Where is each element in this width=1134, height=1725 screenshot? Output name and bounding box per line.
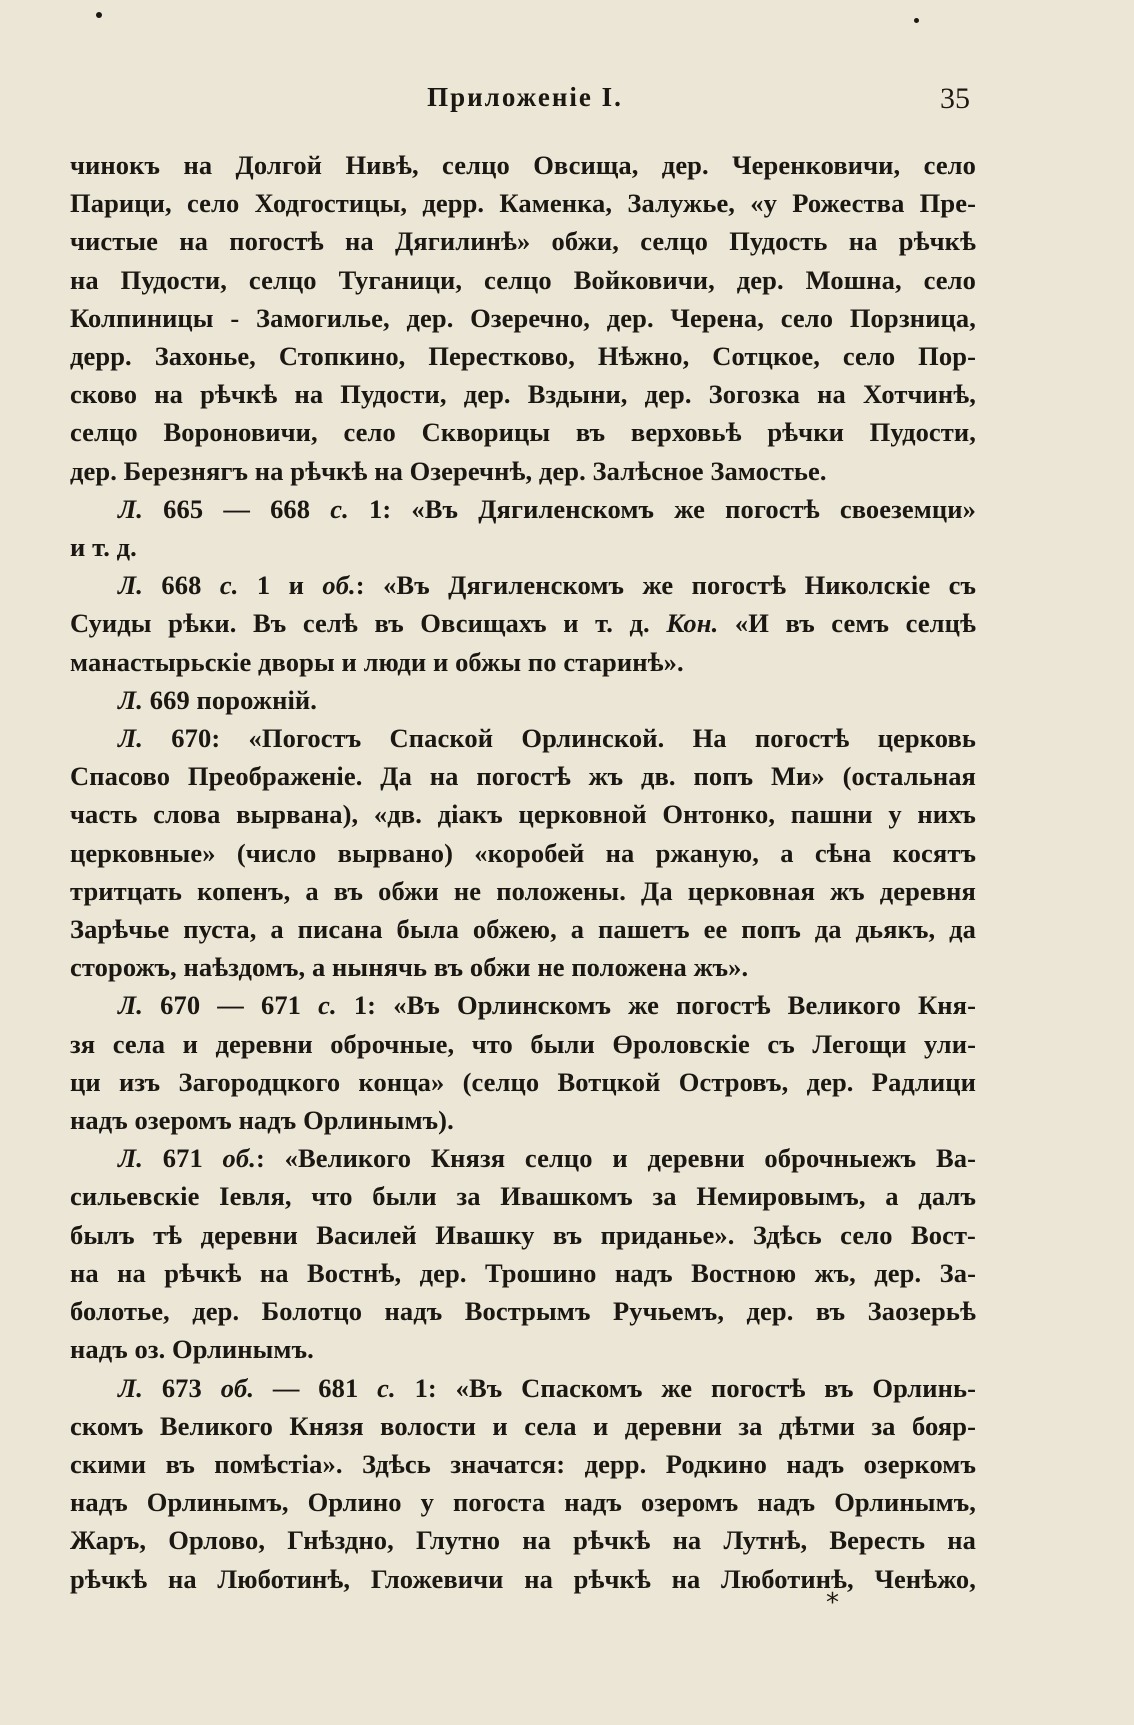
text-line: скомъ Великого Князя волости и села и деревни за дѣтми за бояр- (70, 1410, 976, 1441)
paragraph (70, 681, 976, 719)
text-line: Зарѣчье пуста, а писана была обжею, а пашетъ ее попъ да дьякъ, да (70, 914, 976, 945)
signature-mark: * (826, 1588, 839, 1618)
text-line: дер. Березнягъ на рѣчкѣ на Озеречнѣ, дер. Залѣсное Замостье. (70, 455, 827, 486)
text-line: былъ тѣ деревни Василей Ивашку въ приданье». Здѣсь село Вост- (70, 1219, 976, 1250)
text-line: ци изъ Загородцкого конца» (селцо Вотцкой Островъ, дер. Радлици (70, 1066, 976, 1097)
paragraph (70, 1139, 976, 1368)
ink-speck (914, 18, 919, 23)
text-line: зя села и деревни оброчные, что были Өроловскіе съ Легощи ули- (70, 1028, 976, 1059)
paragraph (70, 1369, 976, 1598)
text-line: дерр. Захонье, Стопкино, Перестково, Нѣжно, Сотцкое, село Пор- (70, 341, 976, 372)
verso-ref: об. (322, 570, 356, 601)
text-line: рѣчкѣ на Люботинѣ, Гложевичи на рѣчкѣ на Люботинѣ, Ченѣжо, (70, 1563, 976, 1594)
folio-ref: Л. (118, 684, 144, 715)
text-line: тритцать копенъ, а въ обжи не положены. Да церковная жъ деревня (70, 875, 976, 906)
text-line: церковные» (число вырвано) «коробей на ржаную, а сѣна косятъ (70, 837, 976, 868)
column-ref: с. (318, 990, 337, 1021)
text-line: Парици, село Ходгостицы, дерр. Каменка, Залужье, «у Рожества Пре- (70, 188, 976, 219)
folio-ref: Л. (118, 1143, 144, 1174)
text-line: Л. 670: «Погостъ Спаской Орлинской. На погостѣ церковь (118, 723, 976, 754)
text-line: Л. 665 — 668 с. 1: «Въ Дягиленскомъ же погостѣ своеземци» (118, 493, 976, 524)
text-line: на Пудости, селцо Туганици, селцо Войковичи, дер. Мошна, село (70, 264, 976, 295)
text-line: Колпиницы - Замогилье, дер. Озеречно, дер. Черена, село Порзница, (70, 302, 976, 333)
folio-ref: Л. (118, 1372, 144, 1403)
text-line: чистые на погостѣ на Дягилинѣ» обжи, селцо Пудость на рѣчкѣ (70, 226, 976, 257)
text-line: надъ Орлинымъ, Орлино у погоста надъ озеромъ надъ Орлинымъ, (70, 1487, 976, 1518)
text-line: чинокъ на Долгой Нивѣ, селцо Овсища, дер. Черенковичи, село (70, 150, 976, 180)
text-line: часть слова вырвана), «дв. діакъ церковной Онтонко, пашни у нихъ (70, 799, 976, 830)
text-line: Спасово Преображеніе. Да на погостѣ жъ дв. попъ Ми» (остальная (70, 761, 976, 792)
text-line: сторожъ, наѣздомъ, а нынячь въ обжи не положена жъ». (70, 952, 749, 983)
text-line: Л. 673 об. — 681 с. 1: «Въ Спаскомъ же погостѣ въ Орлинь- (118, 1372, 977, 1403)
text-line: надъ оз. Орлинымъ. (70, 1334, 314, 1365)
text-line: Л. 670 — 671 с. 1: «Въ Орлинскомъ же погостѣ Великого Кня- (118, 990, 976, 1021)
page-body (70, 146, 976, 1598)
page-header (80, 82, 970, 122)
text-line: селцо Вороновичи, село Скворицы въ верховьѣ рѣчки Пудости, (70, 417, 976, 448)
end-ref: Кон. (666, 608, 719, 639)
paragraph (70, 146, 976, 490)
folio-ref: Л. (118, 570, 144, 601)
text-line: и т. д. (70, 532, 137, 563)
text-line: Л. 671 об.: «Великого Князя селцо и деревни оброчныежъ Ва- (118, 1143, 976, 1174)
text-line: Жаръ, Орлово, Гнѣздно, Глутно на рѣчкѣ на Лутнѣ, Вересть на (70, 1525, 976, 1556)
text-line: надъ озеромъ надъ Орлинымъ). (70, 1105, 454, 1136)
text-line: сильевскіе Іевля, что были за Ивашкомъ за Немировымъ, а далъ (70, 1181, 976, 1212)
running-head: Приложеніе I. (427, 82, 623, 112)
paragraph (70, 719, 976, 986)
column-ref: с. (219, 570, 239, 601)
ink-speck (96, 12, 102, 18)
verso-ref: об. (220, 1372, 255, 1403)
page-number: 35 (940, 82, 970, 115)
paragraph (70, 566, 976, 681)
text-line: на на рѣчкѣ на Востнѣ, дер. Трошино надъ Востною жъ, дер. За- (70, 1257, 976, 1288)
folio-ref: Л. (118, 493, 144, 524)
text-line: Л. 669 порожній. (118, 684, 318, 715)
text-line: сково на рѣчкѣ на Пудости, дер. Вздыни, дер. Зогозка на Хотчинѣ, (70, 379, 976, 410)
paragraph (70, 986, 976, 1139)
text-line: болотье, дер. Болотцо надъ Вострымъ Ручьемъ, дер. въ Заозерьѣ (70, 1296, 976, 1327)
text-line: Суиды рѣки. Въ селѣ въ Овсищахъ и т. д. Кон. «И въ семъ селцѣ (70, 608, 976, 639)
folio-ref: Л. (118, 990, 144, 1021)
verso-ref: об. (222, 1143, 256, 1174)
text-line: Л. 668 с. 1 и об.: «Въ Дягиленскомъ же погостѣ Николскіе съ (118, 570, 977, 601)
text-line: скими въ помѣстіа». Здѣсь значатся: дерр. Родкино надъ озеркомъ (70, 1448, 976, 1479)
paragraph (70, 490, 976, 566)
folio-ref: Л. (118, 723, 144, 754)
column-ref: с. (330, 493, 349, 524)
text-line: манастырьскіе дворы и люди и обжы по старинѣ». (70, 646, 684, 677)
column-ref: с. (377, 1372, 396, 1403)
